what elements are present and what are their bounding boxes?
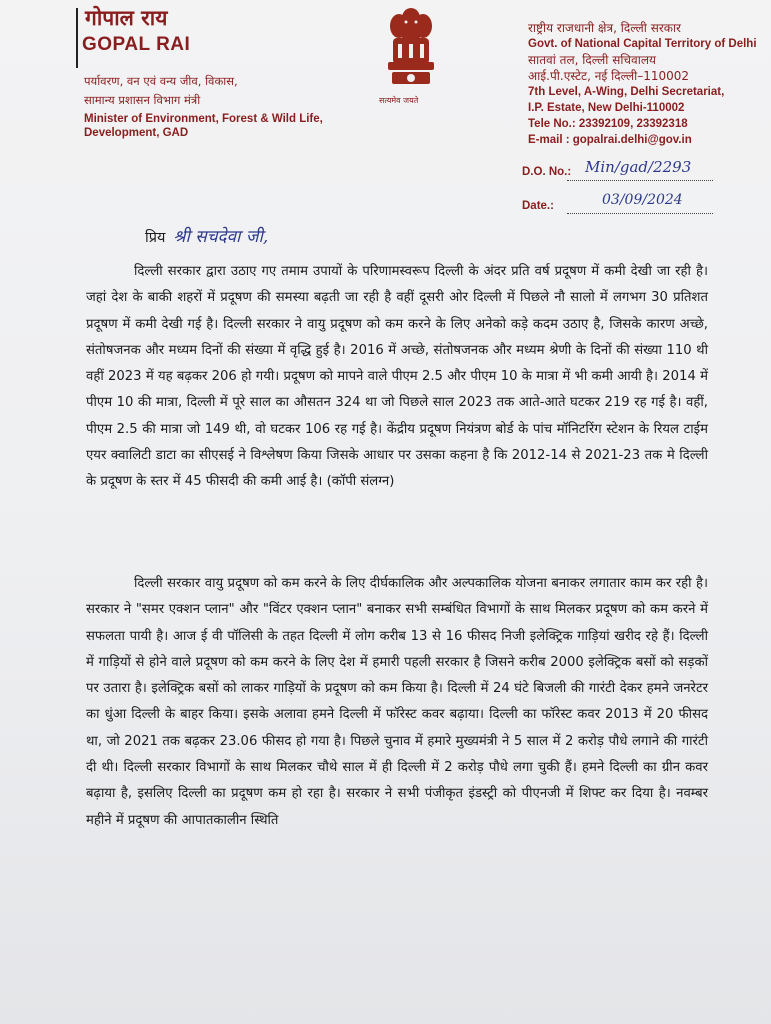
ashoka-emblem-icon — [376, 0, 446, 110]
address-english-line-1: 7th Level, A-Wing, Delhi Secretariat, — [528, 86, 725, 98]
designation-english-line-1: Minister of Environment, Forest & Wild Life, — [84, 113, 323, 125]
email-address: E-mail : gopalrai.delhi@gov.in — [528, 134, 692, 146]
govt-hindi: राष्ट्रीय राजधानी क्षेत्र, दिल्ली सरकार — [528, 21, 681, 35]
telephone-numbers: Tele No.: 23392109, 23392318 — [528, 118, 688, 130]
designation-english-line-2: Development, GAD — [84, 127, 189, 139]
recipient-name: श्री सचदेवा जी, — [173, 227, 269, 247]
do-number-label: D.O. No.: — [522, 166, 572, 178]
salutation-prefix: प्रिय — [145, 230, 166, 246]
header-divider — [76, 8, 78, 68]
sender-name-hindi: गोपाल राय — [85, 5, 168, 30]
salutation — [145, 224, 268, 247]
office-address-block — [528, 20, 757, 148]
sender-designation-english — [84, 112, 323, 140]
body-paragraph-2: दिल्ली सरकार वायु प्रदूषण को कम करने के लिए दीर्घकालिक और अल्पकालिक योजना बनाकर लगातार काम कर रही है। सरकार ने "समर एक्शन प्लान" और "विंटर एक्शन प्लान" बनाकर सभी सम्बंधित विभागों के साथ मिलकर प्रदूषण को कम करने में सफलता पायी है। आज ई वी पॉलिसी के तहत दिल्ली में लोग करीब 13 से 16 फीसद निजी इलेक्ट्रिक गाड़ियां खरीद रहे हैं। दिल्ली में गाड़ियों से होने वाले प्रदूषण को कम करने के लिए देश में हमारी पहली सरकार है जिसने करीब 2000 इलेक्ट्रिक बसों को सड़कों पर उतारा है। इलेक्ट्रिक बसों को लाकर गाड़ियों के प्रदूषण को कम किया है। दिल्ली में 24 घंटे बिजली की गारंटी देकर हमने जनरेटर का धुंआ दिल्ली के बाहर किया। इसके अलावा हमने दिल्ली में फॉरेस्ट कवर बढ़ाया। दिल्ली का फॉरेस्ट कवर 2013 में 20 फीसद था, जो 2021 तक बढ़कर 23.06 फीसद हो गया है। पिछले चुनाव में हमारे मुख्यमंत्री ने 5 साल में 2 करोड़ पौधे लगाने की गारंटी दी थी। दिल्ली सरकार विभागों के साथ मिलकर चौथे साल में ही दिल्ली में 2 करोड़ पौधे लगा चुकी हैं। हमने दिल्ली का ग्रीन कवर बढ़ाया है, इसलिए दिल्ली का प्रदूषण कम हो रहा है। सरकार ने सभी पंजीकृत इंडस्ट्री को पीएनजी में शिफ्ट कर दिया है। नवम्बर महीने में प्रदूषण की आपातकालीन स्थिति — [86, 576, 709, 828]
date-value: 03/09/2024 — [602, 192, 683, 208]
date-label: Date.: — [522, 200, 554, 212]
sender-name-english: GOPAL RAI — [82, 34, 191, 55]
do-number-value: Min/gad/2293 — [585, 158, 692, 176]
designation-hindi-line-1: पर्यावरण, वन एवं वन्य जीव, विकास, — [84, 74, 238, 88]
do-number-line — [567, 180, 713, 181]
body-paragraph-1: दिल्ली सरकार द्वारा उठाए गए तमाम उपायों के परिणामस्वरूप दिल्ली के अंदर प्रति वर्ष प्रदूषण में कमी देखी जा रही है। जहां देश के बाकी शहरों में प्रदूषण की समस्या बढ़ती जा रही है वहीं दूसरी ओर दिल्ली में पिछले नौ सालो में लगभग 30 प्रतिशत प्रदूषण में कमी देखी गई है। दिल्ली सरकार ने वायु प्रदूषण को कम करने के लिए अनेको कड़े कदम उठाए है, जिसके कारण अच्छे, संतोषजनक और मध्यम दिनों की संख्या में वृद्धि हुई है। 2016 में अच्छे, संतोषजनक और मध्यम श्रेणी के दिनों की संख्या 110 थी वहीं 2023 में यह बढ़कर 206 हो गयी। प्रदूषण को मापने वाले पीएम 2.5 और पीएम 10 के मात्रा में भी कमी आयी है। 2014 में पीएम 10 की मात्रा, दिल्ली में पूरे साल का औसतन 324 था जो पिछले साल 2023 तक आते-आते घटकर 219 रह गई है। वहीं, पीएम 2.5 की मात्रा जो 149 थी, वो घटकर 106 रह गई है। केंद्रीय प्रदूषण नियंत्रण बोर्ड के पांच मॉनिटरिंग स्टेशन के रियल टाईम एयर क्वालिटी डाटा का सीएसई ने विश्लेषण किया जिसके आधार पर उसका कहना है कि 2012-14 से 2021-23 तक मे दिल्ली के प्रदूषण के स्तर में 45 फीसदी की कमी आई है। (कॉपी संलग्न) — [86, 264, 708, 490]
address-hindi-line-1: सातवां तल, दिल्ली सचिवालय — [528, 53, 656, 67]
date-line — [567, 213, 713, 214]
address-hindi-line-2: आई.पी.एस्टेट, नई दिल्ली–110002 — [528, 69, 690, 83]
designation-hindi-line-2: सामान्य प्रशासन विभाग मंत्री — [84, 93, 201, 107]
emblem-motto: सत्यमेव जयते — [379, 96, 419, 105]
govt-english: Govt. of National Capital Territory of Delhi — [528, 38, 757, 50]
sender-designation-hindi — [84, 72, 238, 110]
address-english-line-2: I.P. Estate, New Delhi-110002 — [528, 102, 685, 114]
